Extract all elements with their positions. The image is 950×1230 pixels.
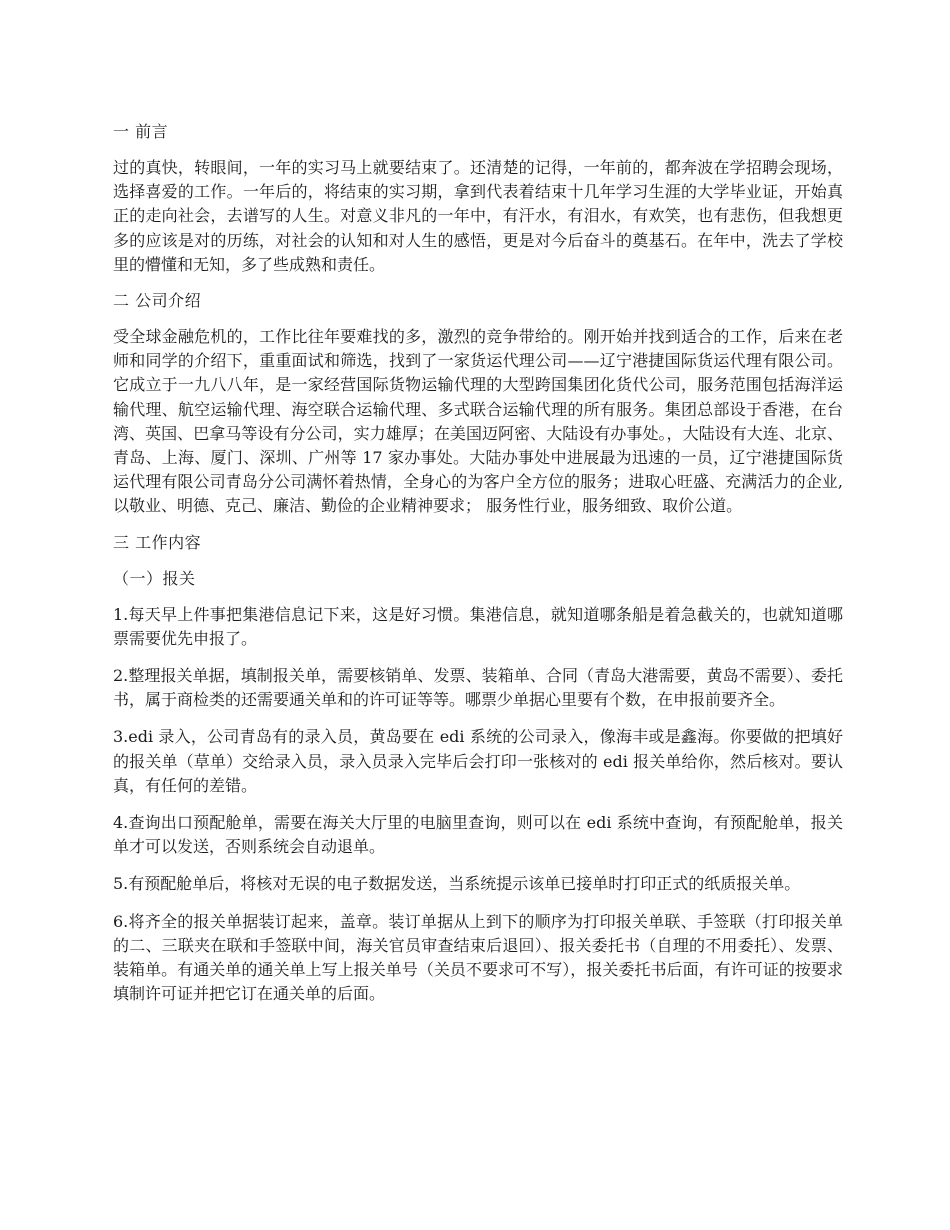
paragraph-company: 受全球金融危机的，工作比往年要难找的多，激烈的竞争带给的。刚开始并找到适合的工作，后来在老师和同学的介绍下，重重面试和筛选，找到了一家货运代理公司——辽宁港捷国际货运代理有限公司。它成立于一九八八年，是一家经营国际货物运输代理的大型跨国集团化货代公司，服务范围包括海洋运输代理、航空运输代理、海空联合运输代理、多式联合运输代理的所有服务。集团总部设于香港，在台湾、英国、巴拿马等设有分公司，实力雄厚；在美国迈阿密、大陆设有办事处。，大陆设有大连、北京、青岛、上海、厦门、深圳、广州等 17 家办事处。大陆办事处中进展最为迅速的一员，辽宁港捷国际货运代理有限公司青岛分公司满怀着热情，全身心的为客户全方位的服务；进取心旺盛、充满活力的企业,以敬业、明德、克己、廉洁、勤俭的企业精神要求； 服务性行业，服务细致、取价公道。 (113, 327, 843, 516)
section-heading-company: 二 公司介绍 (113, 291, 202, 311)
subsection-heading-customs: （一）报关 (113, 568, 196, 588)
work-item-1: 1.每天早上件事把集港信息记下来，这是好习惯。集港信息，就知道哪条船是着急截关的，也就知道哪票需要优先申报了。 (113, 604, 843, 648)
document-page (113, 120, 843, 1019)
work-item-6: 6.将齐全的报关单据装订起来，盖章。装订单据从上到下的顺序为打印报关单联、手签联（打印报关单的二、三联夹在联和手签联中间，海关官员审查结束后退回）、报关委托书（自理的不用委托）、发票、装箱单。有通关单的通关单上写上报关单号（关员不要求可不写），报关委托书后面，有许可证的按要求填制许可证并把它订在通关单的后面。 (113, 911, 843, 1004)
paragraph-preface: 过的真快，转眼间，一年的实习马上就要结束了。还清楚的记得，一年前的，都奔波在学招聘会现场，选择喜爱的工作。一年后的，将结束的实习期，拿到代表着结束十几年学习生涯的大学毕业证，开始真正的走向社会，去谱写的人生。对意义非凡的一年中，有汗水，有泪水，有欢笑，也有悲伤，但我想更多的应该是对的历练，对社会的认知和对人生的感悟，更是对今后奋斗的奠基石。在年中，洗去了学校里的懵懂和无知，多了些成熟和责任。 (113, 158, 843, 274)
work-item-2: 2.整理报关单据，填制报关单，需要核销单、发票、装箱单、合同（青岛大港需要，黄岛不需要）、委托书，属于商检类的还需要通关单和的许可证等等。哪票少单据心里要有个数，在申报前要齐全。 (113, 666, 843, 710)
work-item-4: 4.查询出口预配舱单，需要在海关大厅里的电脑里查询，则可以在 edi 系统中查询，有预配舱单，报关单才可以发送，否则系统会自动退单。 (113, 813, 843, 857)
work-item-3: 3.edi 录入，公司青岛有的录入员，黄岛要在 edi 系统的公司录入，像海丰或是鑫海。你要做的把填好的报关单（草单）交给录入员，录入员录入完毕后会打印一张核对的 edi 报关单给你，然后核对。要认真，有任何的差错。 (113, 727, 843, 795)
section-heading-work: 三 工作内容 (113, 532, 202, 552)
section-heading-preface: 一 前言 (113, 122, 169, 141)
work-item-5: 5.有预配舱单后，将核对无误的电子数据发送，当系统提示该单已接单时打印正式的纸质报关单。 (113, 874, 801, 894)
